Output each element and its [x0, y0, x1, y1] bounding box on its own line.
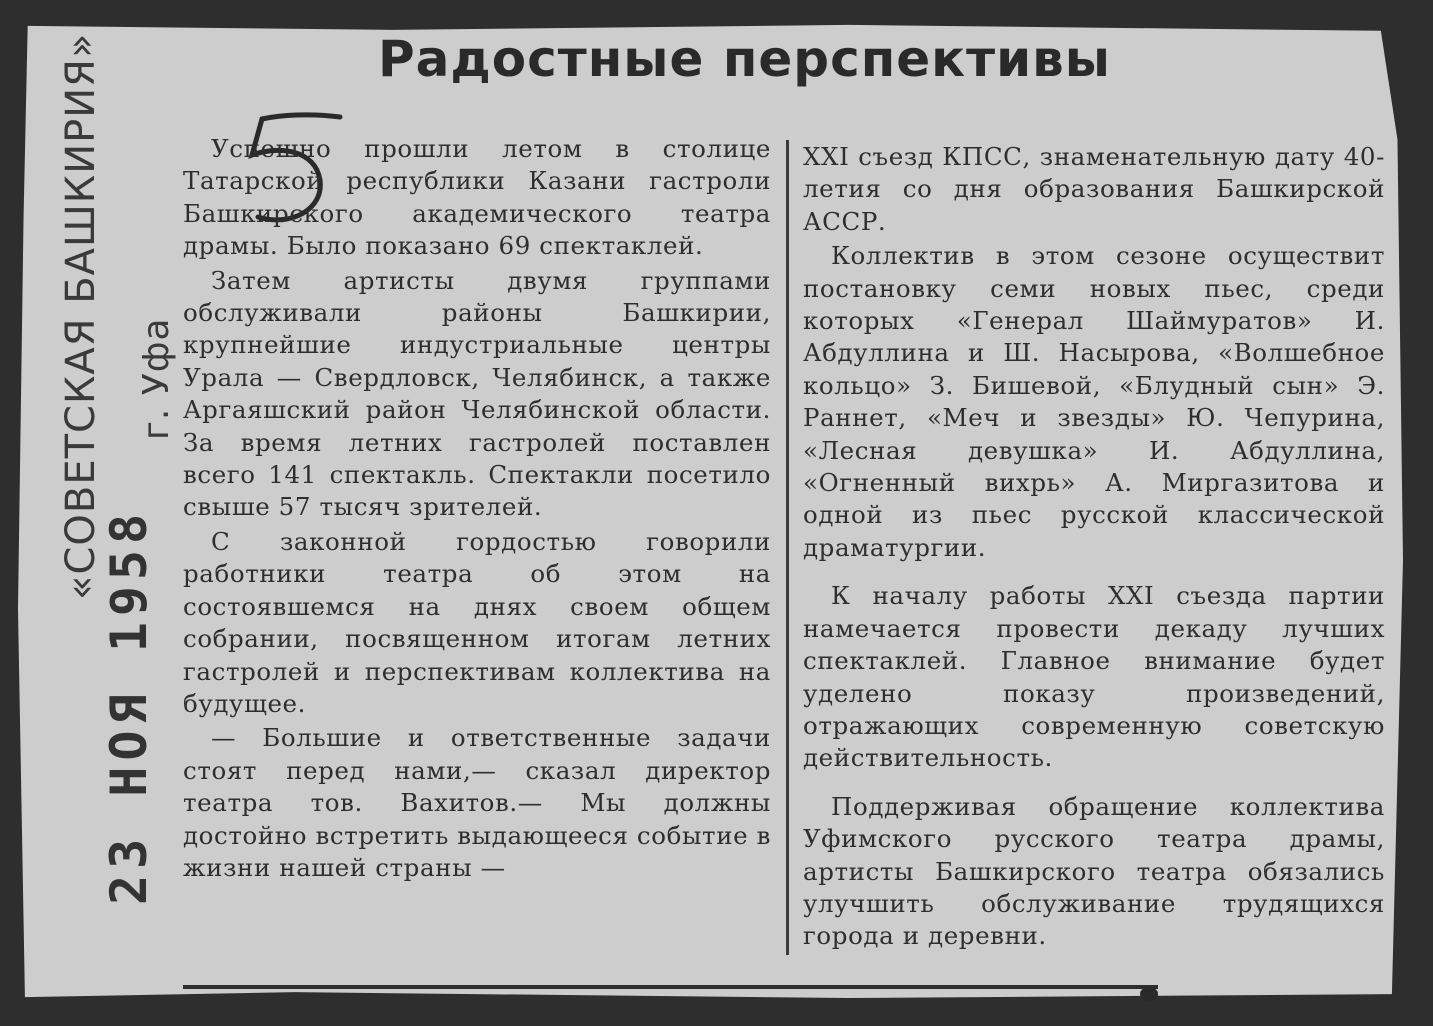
column-divider — [786, 140, 789, 955]
bottom-rule — [183, 985, 1158, 989]
article-left-column — [183, 133, 771, 884]
paragraph: С законной гордостью говорили работники театра об этом на состоявшемся на днях своем общем собрании, посвященном итогам летних гастролей и перспективам коллектива на будущее. — [183, 526, 771, 718]
paragraph: Коллектив в этом сезоне осуществит постановку семи новых пьес, среди которых «Генерал Шаймуратов» И. Абдуллина и Ш. Насырова, «Волшебное кольцо» З. Бишевой, «Блудный сын» Э. Раннет, «Меч и звезды» Ю. Чепурина, «Лесная девушка» И. Абдуллина, «Огненный вихрь» А. Миргазитова и одной из пьес русской классической драматургии. — [803, 241, 1385, 562]
paragraph: Успешно прошли летом в столице Татарской республики Казани гастроли Башкирского академического театра драмы. Было показано 69 спектаклей. — [183, 134, 771, 261]
article-right-column — [803, 141, 1385, 953]
stamp-city: г. Уфа — [136, 317, 177, 440]
headline: Радостные перспективы — [378, 30, 1111, 88]
stamp-newspaper-name: «СОВЕТСКАЯ БАШКИРИЯ» — [58, 32, 104, 600]
paragraph: Затем артисты двумя группами обслуживали районы Башкирии, крупнейшие индустриальные центры Урала — Свердловск, Челябинск, а также Аргаяшский район Челябинской области. За время летних гастролей поставлен всего 141 спектакль. Спектакли посетило свыше 57 тысяч зрителей. — [183, 265, 771, 522]
stamp-date: 23 НОЯ 1958 — [100, 507, 158, 905]
ink-spot — [1140, 987, 1158, 1001]
paragraph: — Большие и ответственные задачи стоят перед нами,— сказал директор театра тов. Вахитов.— Мы должны достойно встретить выдающееся событие в жизни нашей страны — — [183, 723, 772, 882]
paragraph: XXI съезд КПСС, знаменательную дату 40-летия со дня образования Башкирской АССР. — [803, 142, 1385, 236]
paragraph: К началу работы XXI съезда партии намечается провести декаду лучших спектаклей. Главное внимание будет уделено показу произведений, отражающих современную советскую действительность. — [803, 581, 1385, 773]
paragraph: Поддерживая обращение коллектива Уфимского русского театра драмы, артисты Башкирского театра обязались улучшить обслуживание трудящихся города и деревни. — [803, 791, 1385, 951]
